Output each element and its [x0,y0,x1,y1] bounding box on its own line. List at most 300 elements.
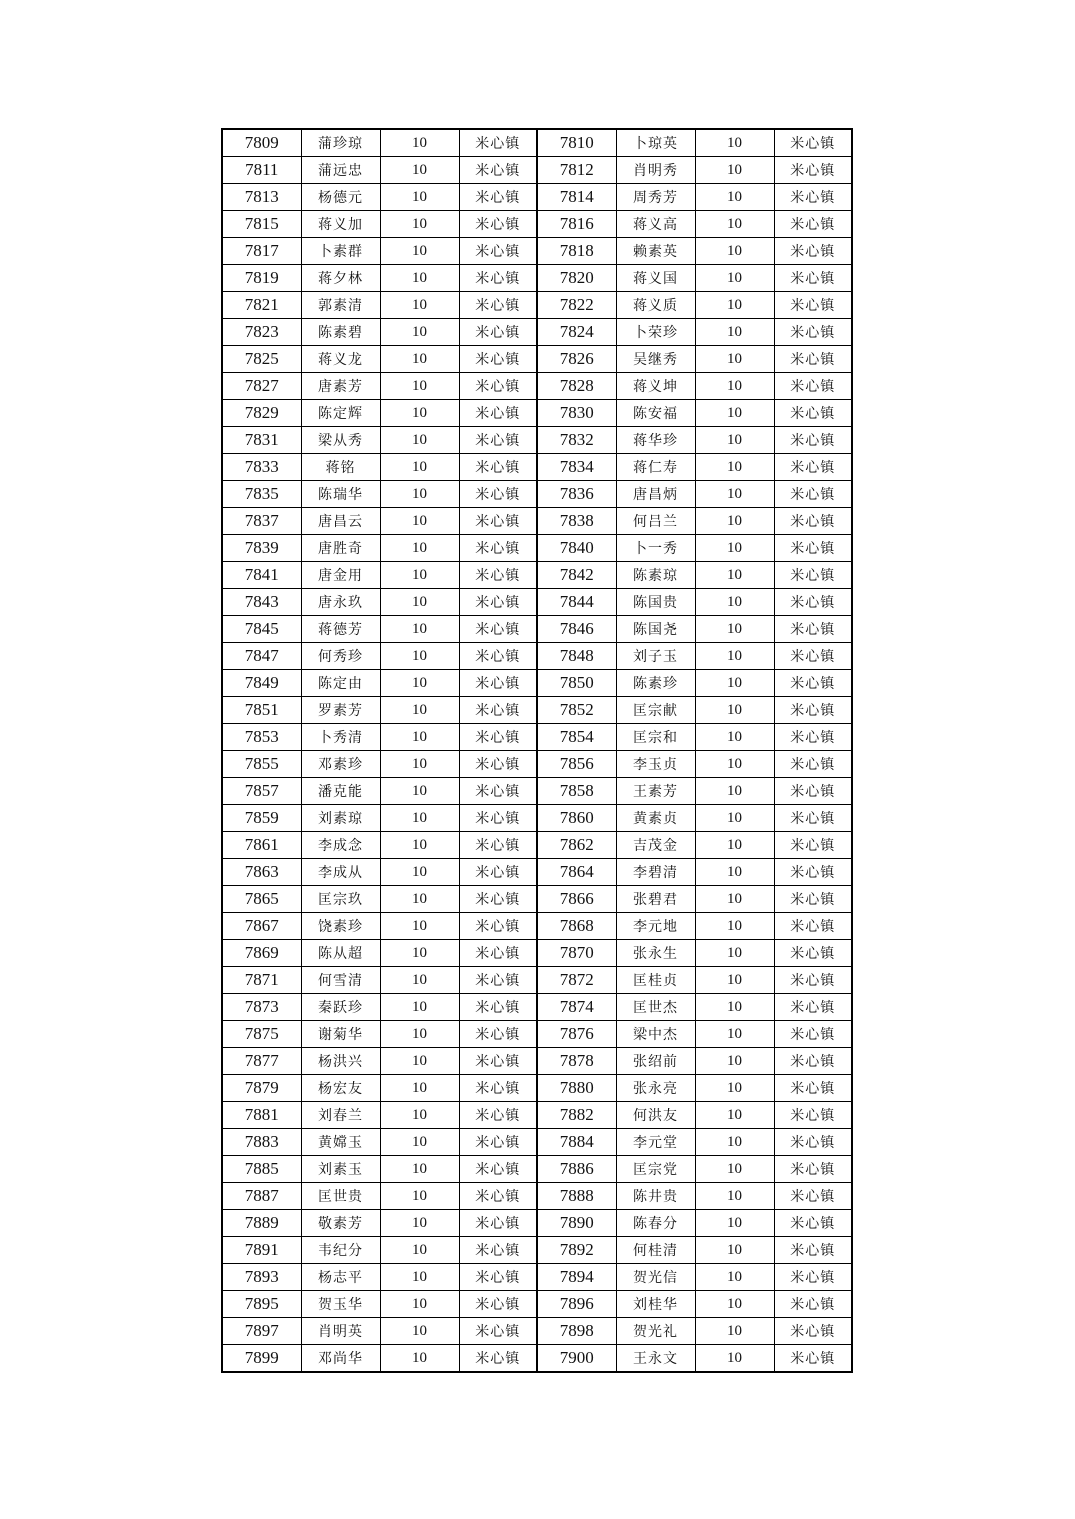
right-amount-cell: 10 [695,184,774,211]
table-row [222,292,852,319]
left-serial-number-cell: 7865 [222,886,301,913]
right-person-name-cell: 匡宗和 [616,724,695,751]
left-serial-number-cell: 7847 [222,643,301,670]
right-town-name-cell: 米心镇 [774,940,852,967]
right-serial-number-cell: 7894 [537,1264,616,1291]
right-person-name-cell: 陈国尧 [616,616,695,643]
left-person-name-cell: 唐胜奇 [301,535,380,562]
left-town-name-cell: 米心镇 [459,562,537,589]
right-town-name-cell: 米心镇 [774,1318,852,1345]
right-serial-number-cell: 7888 [537,1183,616,1210]
right-town-name-cell: 米心镇 [774,643,852,670]
left-serial-number-cell: 7887 [222,1183,301,1210]
right-person-name-cell: 吉茂金 [616,832,695,859]
left-amount-cell: 10 [380,319,459,346]
table-row [222,1102,852,1129]
right-person-name-cell: 张绍前 [616,1048,695,1075]
right-town-name-cell: 米心镇 [774,184,852,211]
right-person-name-cell: 李碧清 [616,859,695,886]
left-amount-cell: 10 [380,1183,459,1210]
right-town-name-cell: 米心镇 [774,1237,852,1264]
left-person-name-cell: 邓尚华 [301,1345,380,1373]
left-amount-cell: 10 [380,724,459,751]
left-serial-number-cell: 7891 [222,1237,301,1264]
right-serial-number-cell: 7856 [537,751,616,778]
left-person-name-cell: 蒋德芳 [301,616,380,643]
right-serial-number-cell: 7820 [537,265,616,292]
left-amount-cell: 10 [380,157,459,184]
left-amount-cell: 10 [380,1102,459,1129]
left-town-name-cell: 米心镇 [459,400,537,427]
left-amount-cell: 10 [380,1237,459,1264]
table-row [222,400,852,427]
left-serial-number-cell: 7811 [222,157,301,184]
table-row [222,670,852,697]
left-town-name-cell: 米心镇 [459,454,537,481]
left-person-name-cell: 刘素玉 [301,1156,380,1183]
left-town-name-cell: 米心镇 [459,1048,537,1075]
right-amount-cell: 10 [695,400,774,427]
left-serial-number-cell: 7859 [222,805,301,832]
right-town-name-cell: 米心镇 [774,1183,852,1210]
left-amount-cell: 10 [380,589,459,616]
right-amount-cell: 10 [695,670,774,697]
right-amount-cell: 10 [695,1156,774,1183]
table-row [222,1129,852,1156]
left-amount-cell: 10 [380,778,459,805]
left-amount-cell: 10 [380,1345,459,1373]
right-town-name-cell: 米心镇 [774,967,852,994]
right-serial-number-cell: 7884 [537,1129,616,1156]
left-town-name-cell: 米心镇 [459,481,537,508]
left-person-name-cell: 郭素清 [301,292,380,319]
left-serial-number-cell: 7867 [222,913,301,940]
right-town-name-cell: 米心镇 [774,805,852,832]
right-amount-cell: 10 [695,1048,774,1075]
left-person-name-cell: 蒲珍琼 [301,129,380,157]
right-amount-cell: 10 [695,292,774,319]
table-row [222,1156,852,1183]
left-town-name-cell: 米心镇 [459,940,537,967]
left-amount-cell: 10 [380,697,459,724]
left-amount-cell: 10 [380,751,459,778]
table-row [222,697,852,724]
right-serial-number-cell: 7818 [537,238,616,265]
left-serial-number-cell: 7843 [222,589,301,616]
left-serial-number-cell: 7899 [222,1345,301,1373]
right-town-name-cell: 米心镇 [774,886,852,913]
right-amount-cell: 10 [695,319,774,346]
right-person-name-cell: 周秀芳 [616,184,695,211]
left-amount-cell: 10 [380,1048,459,1075]
table-row [222,967,852,994]
right-person-name-cell: 蒋华珍 [616,427,695,454]
right-town-name-cell: 米心镇 [774,238,852,265]
left-person-name-cell: 谢菊华 [301,1021,380,1048]
left-person-name-cell: 何雪清 [301,967,380,994]
left-town-name-cell: 米心镇 [459,319,537,346]
left-amount-cell: 10 [380,1291,459,1318]
right-serial-number-cell: 7834 [537,454,616,481]
left-amount-cell: 10 [380,346,459,373]
table-row [222,1075,852,1102]
table-row [222,778,852,805]
right-amount-cell: 10 [695,265,774,292]
left-town-name-cell: 米心镇 [459,670,537,697]
right-serial-number-cell: 7886 [537,1156,616,1183]
right-amount-cell: 10 [695,157,774,184]
right-serial-number-cell: 7870 [537,940,616,967]
table-row [222,859,852,886]
right-amount-cell: 10 [695,967,774,994]
left-serial-number-cell: 7839 [222,535,301,562]
table-row [222,427,852,454]
right-person-name-cell: 蒋义高 [616,211,695,238]
right-amount-cell: 10 [695,346,774,373]
left-town-name-cell: 米心镇 [459,265,537,292]
left-amount-cell: 10 [380,1075,459,1102]
left-serial-number-cell: 7857 [222,778,301,805]
right-serial-number-cell: 7812 [537,157,616,184]
left-person-name-cell: 贺玉华 [301,1291,380,1318]
left-person-name-cell: 蒋义龙 [301,346,380,373]
right-serial-number-cell: 7880 [537,1075,616,1102]
right-serial-number-cell: 7840 [537,535,616,562]
left-serial-number-cell: 7855 [222,751,301,778]
right-amount-cell: 10 [695,1102,774,1129]
left-amount-cell: 10 [380,535,459,562]
right-amount-cell: 10 [695,1237,774,1264]
table-row [222,238,852,265]
right-town-name-cell: 米心镇 [774,670,852,697]
left-town-name-cell: 米心镇 [459,643,537,670]
right-person-name-cell: 李玉贞 [616,751,695,778]
table-row [222,913,852,940]
right-amount-cell: 10 [695,643,774,670]
left-serial-number-cell: 7809 [222,129,301,157]
right-serial-number-cell: 7872 [537,967,616,994]
left-amount-cell: 10 [380,616,459,643]
left-person-name-cell: 何秀珍 [301,643,380,670]
right-amount-cell: 10 [695,859,774,886]
table-row [222,1210,852,1237]
left-town-name-cell: 米心镇 [459,1156,537,1183]
right-person-name-cell: 王永文 [616,1345,695,1373]
left-person-name-cell: 饶素珍 [301,913,380,940]
left-serial-number-cell: 7879 [222,1075,301,1102]
left-amount-cell: 10 [380,481,459,508]
left-serial-number-cell: 7861 [222,832,301,859]
table-row [222,1021,852,1048]
right-person-name-cell: 卜荣珍 [616,319,695,346]
left-amount-cell: 10 [380,967,459,994]
right-serial-number-cell: 7844 [537,589,616,616]
left-town-name-cell: 米心镇 [459,157,537,184]
left-amount-cell: 10 [380,1156,459,1183]
left-serial-number-cell: 7863 [222,859,301,886]
table-row [222,1291,852,1318]
left-amount-cell: 10 [380,211,459,238]
table-row [222,751,852,778]
table-row [222,589,852,616]
left-town-name-cell: 米心镇 [459,508,537,535]
table-row [222,454,852,481]
right-serial-number-cell: 7810 [537,129,616,157]
right-town-name-cell: 米心镇 [774,1102,852,1129]
right-amount-cell: 10 [695,832,774,859]
left-town-name-cell: 米心镇 [459,1210,537,1237]
right-serial-number-cell: 7860 [537,805,616,832]
right-serial-number-cell: 7874 [537,994,616,1021]
right-person-name-cell: 张永亮 [616,1075,695,1102]
right-serial-number-cell: 7848 [537,643,616,670]
right-serial-number-cell: 7850 [537,670,616,697]
right-serial-number-cell: 7836 [537,481,616,508]
left-amount-cell: 10 [380,1129,459,1156]
right-town-name-cell: 米心镇 [774,1129,852,1156]
left-person-name-cell: 唐永玖 [301,589,380,616]
right-amount-cell: 10 [695,697,774,724]
left-town-name-cell: 米心镇 [459,373,537,400]
left-person-name-cell: 蒲远忠 [301,157,380,184]
left-serial-number-cell: 7885 [222,1156,301,1183]
right-serial-number-cell: 7862 [537,832,616,859]
left-serial-number-cell: 7895 [222,1291,301,1318]
table-row [222,940,852,967]
right-amount-cell: 10 [695,481,774,508]
left-town-name-cell: 米心镇 [459,211,537,238]
table-row [222,1264,852,1291]
left-person-name-cell: 卜素群 [301,238,380,265]
left-person-name-cell: 杨洪兴 [301,1048,380,1075]
right-person-name-cell: 卜琼英 [616,129,695,157]
right-town-name-cell: 米心镇 [774,859,852,886]
right-town-name-cell: 米心镇 [774,535,852,562]
left-amount-cell: 10 [380,1021,459,1048]
right-serial-number-cell: 7816 [537,211,616,238]
right-town-name-cell: 米心镇 [774,697,852,724]
right-serial-number-cell: 7876 [537,1021,616,1048]
left-amount-cell: 10 [380,940,459,967]
right-serial-number-cell: 7832 [537,427,616,454]
left-person-name-cell: 李成从 [301,859,380,886]
left-amount-cell: 10 [380,1264,459,1291]
left-person-name-cell: 杨德元 [301,184,380,211]
right-town-name-cell: 米心镇 [774,589,852,616]
left-town-name-cell: 米心镇 [459,1075,537,1102]
table-row [222,805,852,832]
left-serial-number-cell: 7825 [222,346,301,373]
table-row [222,1318,852,1345]
right-town-name-cell: 米心镇 [774,1345,852,1373]
left-amount-cell: 10 [380,129,459,157]
right-amount-cell: 10 [695,886,774,913]
left-person-name-cell: 刘春兰 [301,1102,380,1129]
right-amount-cell: 10 [695,238,774,265]
right-person-name-cell: 蒋义坤 [616,373,695,400]
right-town-name-cell: 米心镇 [774,751,852,778]
right-person-name-cell: 何桂清 [616,1237,695,1264]
left-town-name-cell: 米心镇 [459,616,537,643]
right-town-name-cell: 米心镇 [774,616,852,643]
right-person-name-cell: 陈素琼 [616,562,695,589]
right-town-name-cell: 米心镇 [774,265,852,292]
left-serial-number-cell: 7869 [222,940,301,967]
left-serial-number-cell: 7829 [222,400,301,427]
left-town-name-cell: 米心镇 [459,1021,537,1048]
left-amount-cell: 10 [380,1210,459,1237]
right-serial-number-cell: 7842 [537,562,616,589]
right-person-name-cell: 李元地 [616,913,695,940]
left-town-name-cell: 米心镇 [459,859,537,886]
right-amount-cell: 10 [695,751,774,778]
left-amount-cell: 10 [380,1318,459,1345]
table-row [222,211,852,238]
right-town-name-cell: 米心镇 [774,346,852,373]
right-serial-number-cell: 7900 [537,1345,616,1373]
left-person-name-cell: 匡世贵 [301,1183,380,1210]
table-row [222,832,852,859]
left-person-name-cell: 蒋夕林 [301,265,380,292]
right-serial-number-cell: 7868 [537,913,616,940]
left-amount-cell: 10 [380,184,459,211]
right-town-name-cell: 米心镇 [774,400,852,427]
left-serial-number-cell: 7819 [222,265,301,292]
left-town-name-cell: 米心镇 [459,1129,537,1156]
right-amount-cell: 10 [695,724,774,751]
right-amount-cell: 10 [695,589,774,616]
left-amount-cell: 10 [380,454,459,481]
left-town-name-cell: 米心镇 [459,292,537,319]
right-amount-cell: 10 [695,508,774,535]
right-serial-number-cell: 7898 [537,1318,616,1345]
right-person-name-cell: 陈国贵 [616,589,695,616]
left-person-name-cell: 李成念 [301,832,380,859]
table-row [222,1237,852,1264]
right-serial-number-cell: 7896 [537,1291,616,1318]
table-row [222,373,852,400]
right-town-name-cell: 米心镇 [774,994,852,1021]
left-town-name-cell: 米心镇 [459,832,537,859]
left-person-name-cell: 陈素碧 [301,319,380,346]
left-town-name-cell: 米心镇 [459,129,537,157]
left-amount-cell: 10 [380,805,459,832]
left-town-name-cell: 米心镇 [459,1102,537,1129]
right-person-name-cell: 张碧君 [616,886,695,913]
left-person-name-cell: 唐昌云 [301,508,380,535]
left-person-name-cell: 敬素芳 [301,1210,380,1237]
left-town-name-cell: 米心镇 [459,346,537,373]
right-person-name-cell: 陈春分 [616,1210,695,1237]
right-person-name-cell: 吴继秀 [616,346,695,373]
left-person-name-cell: 唐金用 [301,562,380,589]
left-amount-cell: 10 [380,427,459,454]
left-serial-number-cell: 7875 [222,1021,301,1048]
right-town-name-cell: 米心镇 [774,1021,852,1048]
right-person-name-cell: 梁中杰 [616,1021,695,1048]
right-serial-number-cell: 7858 [537,778,616,805]
left-town-name-cell: 米心镇 [459,697,537,724]
right-town-name-cell: 米心镇 [774,1210,852,1237]
right-serial-number-cell: 7830 [537,400,616,427]
right-town-name-cell: 米心镇 [774,211,852,238]
left-town-name-cell: 米心镇 [459,1318,537,1345]
table-row [222,184,852,211]
left-amount-cell: 10 [380,265,459,292]
left-town-name-cell: 米心镇 [459,427,537,454]
right-amount-cell: 10 [695,1129,774,1156]
table-row [222,994,852,1021]
left-serial-number-cell: 7815 [222,211,301,238]
left-serial-number-cell: 7849 [222,670,301,697]
left-serial-number-cell: 7871 [222,967,301,994]
left-town-name-cell: 米心镇 [459,1345,537,1373]
left-amount-cell: 10 [380,562,459,589]
right-town-name-cell: 米心镇 [774,1048,852,1075]
left-person-name-cell: 潘克能 [301,778,380,805]
left-person-name-cell: 秦跃珍 [301,994,380,1021]
left-person-name-cell: 刘素琼 [301,805,380,832]
right-person-name-cell: 贺光礼 [616,1318,695,1345]
left-amount-cell: 10 [380,643,459,670]
right-amount-cell: 10 [695,778,774,805]
right-person-name-cell: 匡桂贞 [616,967,695,994]
right-amount-cell: 10 [695,129,774,157]
right-amount-cell: 10 [695,1264,774,1291]
right-person-name-cell: 贺光信 [616,1264,695,1291]
right-town-name-cell: 米心镇 [774,129,852,157]
left-serial-number-cell: 7821 [222,292,301,319]
left-serial-number-cell: 7845 [222,616,301,643]
left-person-name-cell: 匡宗玖 [301,886,380,913]
left-town-name-cell: 米心镇 [459,886,537,913]
right-person-name-cell: 王素芳 [616,778,695,805]
table-row [222,616,852,643]
left-person-name-cell: 陈定由 [301,670,380,697]
left-serial-number-cell: 7853 [222,724,301,751]
left-person-name-cell: 杨宏友 [301,1075,380,1102]
right-person-name-cell: 何洪友 [616,1102,695,1129]
right-person-name-cell: 陈井贵 [616,1183,695,1210]
right-serial-number-cell: 7824 [537,319,616,346]
right-amount-cell: 10 [695,940,774,967]
right-person-name-cell: 匡宗党 [616,1156,695,1183]
right-serial-number-cell: 7892 [537,1237,616,1264]
right-person-name-cell: 黄素贞 [616,805,695,832]
right-person-name-cell: 李元堂 [616,1129,695,1156]
right-person-name-cell: 蒋仁寿 [616,454,695,481]
right-town-name-cell: 米心镇 [774,481,852,508]
right-amount-cell: 10 [695,1210,774,1237]
left-person-name-cell: 卜秀清 [301,724,380,751]
left-town-name-cell: 米心镇 [459,238,537,265]
left-person-name-cell: 蒋铭 [301,454,380,481]
left-person-name-cell: 陈从超 [301,940,380,967]
left-serial-number-cell: 7841 [222,562,301,589]
left-serial-number-cell: 7813 [222,184,301,211]
right-town-name-cell: 米心镇 [774,1264,852,1291]
right-serial-number-cell: 7866 [537,886,616,913]
left-person-name-cell: 肖明英 [301,1318,380,1345]
table-row [222,481,852,508]
left-town-name-cell: 米心镇 [459,535,537,562]
table-row [222,346,852,373]
right-person-name-cell: 刘子玉 [616,643,695,670]
left-town-name-cell: 米心镇 [459,913,537,940]
left-amount-cell: 10 [380,886,459,913]
table-row [222,157,852,184]
left-town-name-cell: 米心镇 [459,994,537,1021]
